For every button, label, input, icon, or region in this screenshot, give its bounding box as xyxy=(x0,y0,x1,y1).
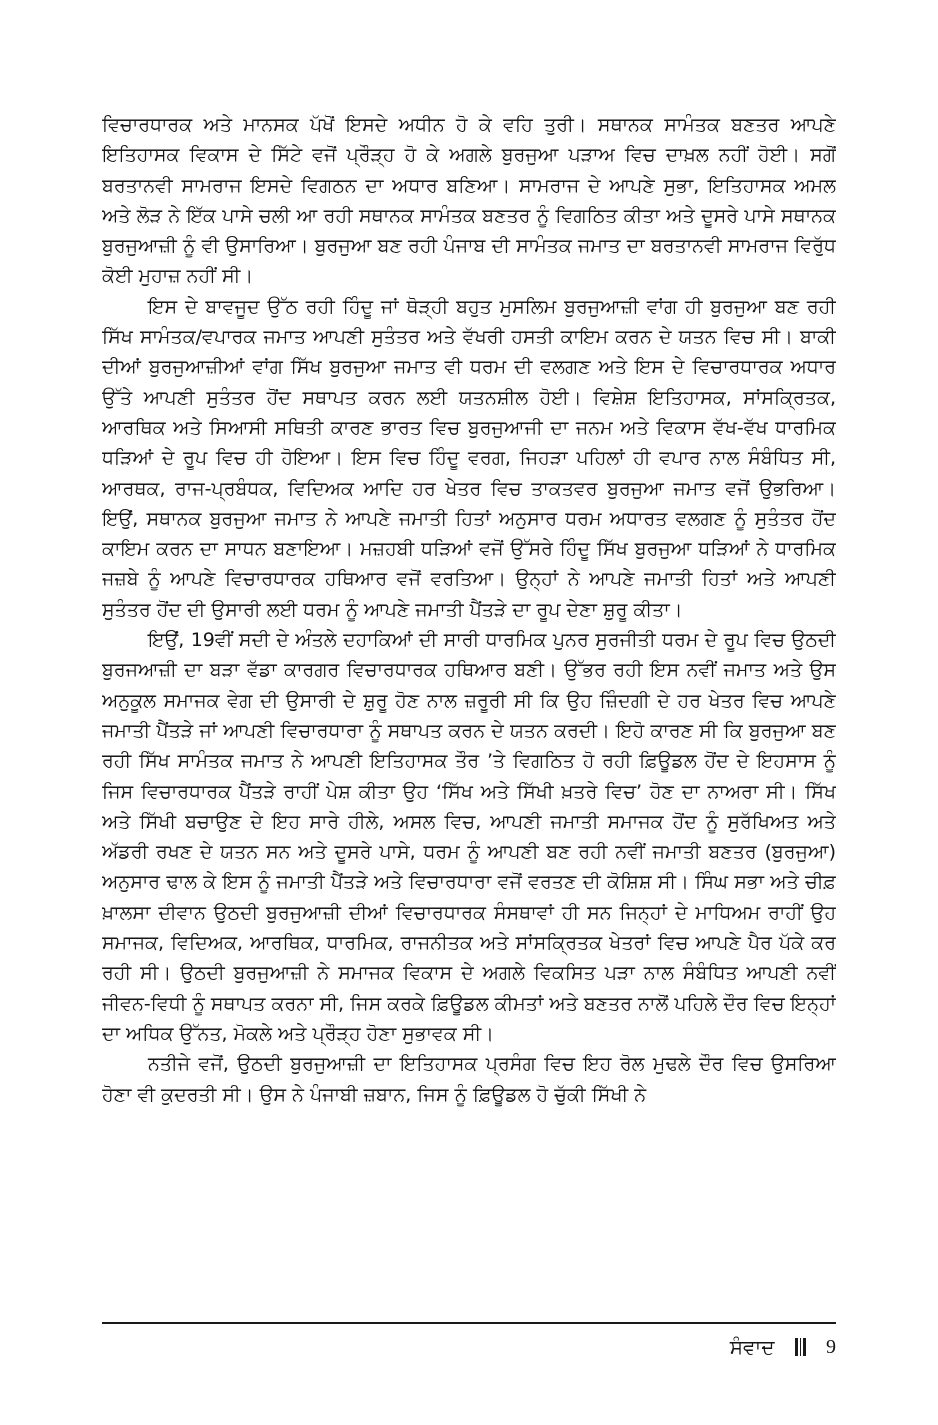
page-number: 9 xyxy=(826,1335,836,1358)
paragraph-3: ਇਉਂ, 19ਵੀਂ ਸਦੀ ਦੇ ਅੰਤਲੇ ਦਹਾਕਿਆਂ ਦੀ ਸਾਰੀ ਧਾਰਮਿਕ ਪੁਨਰ ਸੁਰਜੀਤੀ ਧਰਮ ਦੇ ਰੂਪ ਵਿਚ ਉਠਦੀ ਬੁਰਜਆਜ਼ੀ ਦਾ ਬੜਾ ਵੱਡਾ ਕਾਰਗਰ ਵਿਚਾਰਧਾਰਕ ਹਥਿਆਰ ਬਣੀ। ਉੱਭਰ ਰਹੀ ਇਸ ਨਵੀਂ ਜਮਾਤ ਅਤੇ ਉਸ ਅਨੁਕੂਲ ਸਮਾਜਕ ਵੇਗ ਦੀ ਉਸਾਰੀ ਦੇ ਸ਼ੁਰੂ ਹੋਣ ਨਾਲ ਜ਼ਰੂਰੀ ਸੀ ਕਿ ਉਹ ਜ਼ਿੰਦਗੀ ਦੇ ਹਰ ਖੇਤਰ ਵਿਚ ਆਪਣੇ ਜਮਾਤੀ ਪੈਂਤੜੇ ਜਾਂ ਆਪਣੀ ਵਿਚਾਰਧਾਰਾ ਨੂੰ ਸਥਾਪਤ ਕਰਨ ਦੇ ਯਤਨ ਕਰਦੀ। ਇਹੋ ਕਾਰਣ ਸੀ ਕਿ ਬੁਰਜੁਆ ਬਣ ਰਹੀ ਸਿੱਖ ਸਾਮੰਤਕ ਜਮਾਤ ਨੇ ਆਪਣੀ ਇਤਿਹਾਸਕ ਤੌਰ ’ਤੇ ਵਿਗਠਿਤ ਹੋ ਰਹੀ ਫ਼ਿਊਡਲ ਹੋਂਦ ਦੇ ਇਹਸਾਸ ਨੂੰ ਜਿਸ ਵਿਚਾਰਧਾਰਕ ਪੈਂਤੜੇ ਰਾਹੀਂ ਪੇਸ਼ ਕੀਤਾ ਉਹ ‘ਸਿੱਖ ਅਤੇ ਸਿੱਖੀ ਖ਼ਤਰੇ ਵਿਚ’ ਹੋਣ ਦਾ ਨਾਅਰਾ ਸੀ। ਸਿੱਖ ਅਤੇ ਸਿੱਖੀ ਬਚਾਉਣ ਦੇ ਇਹ ਸਾਰੇ ਹੀਲੇ, ਅਸਲ ਵਿਚ, ਆਪਣੀ ਜਮਾਤੀ ਸਮਾਜਕ ਹੋਂਦ ਨੂੰ ਸੁਰੱਖਿਅਤ ਅਤੇ ਅੱਡਰੀ ਰਖਣ ਦੇ ਯਤਨ ਸਨ ਅਤੇ ਦੂਸਰੇ ਪਾਸੇ, ਧਰਮ ਨੂੰ ਆਪਣੀ ਬਣ ਰਹੀ ਨਵੀਂ ਜਮਾਤੀ ਬਣਤਰ (ਬੁਰਜੁਆ) ਅਨੁਸਾਰ ਢਾਲ ਕੇ ਇਸ ਨੂੰ ਜਮਾਤੀ ਪੈਂਤੜੇ ਅਤੇ ਵਿਚਾਰਧਾਰਾ ਵਜੋਂ ਵਰਤਣ ਦੀ ਕੋਸ਼ਿਸ਼ ਸੀ। ਸਿੰਘ ਸਭਾ ਅਤੇ ਚੀਫ਼ ਖ਼ਾਲਸਾ ਦੀਵਾਨ ਉਠਦੀ ਬੁਰਜੁਆਜ਼ੀ ਦੀਆਂ ਵਿਚਾਰਧਾਰਕ ਸੰਸਥਾਵਾਂ ਹੀ ਸਨ ਜਿਨ੍ਹਾਂ ਦੇ ਮਾਧਿਅਮ ਰਾਹੀਂ ਉਹ ਸਮਾਜਕ, ਵਿਦਿਅਕ, ਆਰਥਿਕ, ਧਾਰਮਿਕ, ਰਾਜਨੀਤਕ ਅਤੇ ਸਾਂਸਕ੍ਰਿਤਕ ਖੇਤਰਾਂ ਵਿਚ ਆਪਣੇ ਪੈਰ ਪੱਕੇ ਕਰ ਰਹੀ ਸੀ। ਉਠਦੀ ਬੁਰਜੁਆਜ਼ੀ ਨੇ ਸਮਾਜਕ ਵਿਕਾਸ ਦੇ ਅਗਲੇ ਵਿਕਸਿਤ ਪੜਾ ਨਾਲ ਸੰਬੰਧਿਤ ਆਪਣੀ ਨਵੀਂ ਜੀਵਨ-ਵਿਧੀ ਨੂੰ ਸਥਾਪਤ ਕਰਨਾ ਸੀ, ਜਿਸ ਕਰਕੇ ਫ਼ਿਊਡਲ ਕੀਮਤਾਂ ਅਤੇ ਬਣਤਰ ਨਾਲੋਂ ਪਹਿਲੇ ਦੌਰ ਵਿਚ ਇਨ੍ਹਾਂ ਦਾ ਅਧਿਕ ਉੱਨਤ, ਮੋਕਲੇ ਅਤੇ ਪ੍ਰੌੜ੍ਹ ਹੋਣਾ ਸੁਭਾਵਕ ਸੀ। xyxy=(102,629,836,1045)
paragraph-2: ਇਸ ਦੇ ਬਾਵਜੂਦ ਉੱਠ ਰਹੀ ਹਿੰਦੂ ਜਾਂ ਥੋੜ੍ਹੀ ਬਹੁਤ ਮੁਸਲਿਮ ਬੁਰਜੁਆਜ਼ੀ ਵਾਂਗ ਹੀ ਬੁਰਜੁਆ ਬਣ ਰਹੀ ਸਿੱਖ ਸਾਮੰਤਕ/ਵਪਾਰਕ ਜਮਾਤ ਆਪਣੀ ਸੁਤੰਤਰ ਅਤੇ ਵੱਖਰੀ ਹਸਤੀ ਕਾਇਮ ਕਰਨ ਦੇ ਯਤਨ ਵਿਚ ਸੀ। ਬਾਕੀ ਦੀਆਂ ਬੁਰਜੁਆਜ਼ੀਆਂ ਵਾਂਗ ਸਿੱਖ ਬੁਰਜੁਆ ਜਮਾਤ ਵੀ ਧਰਮ ਦੀ ਵਲਗਣ ਅਤੇ ਇਸ ਦੇ ਵਿਚਾਰਧਾਰਕ ਅਧਾਰ ਉੱਤੇ ਆਪਣੀ ਸੁਤੰਤਰ ਹੋਂਦ ਸਥਾਪਤ ਕਰਨ ਲਈ ਯਤਨਸ਼ੀਲ ਹੋਈ। ਵਿਸ਼ੇਸ਼ ਇਤਿਹਾਸਕ, ਸਾਂਸਕ੍ਰਿਤਕ, ਆਰਥਿਕ ਅਤੇ ਸਿਆਸੀ ਸਥਿਤੀ ਕਾਰਣ ਭਾਰਤ ਵਿਚ ਬੁਰਜੁਆਜੀ ਦਾ ਜਨਮ ਅਤੇ ਵਿਕਾਸ ਵੱਖ-ਵੱਖ ਧਾਰਮਿਕ ਧੜਿਆਂ ਦੇ ਰੂਪ ਵਿਚ ਹੀ ਹੋਇਆ। ਇਸ ਵਿਚ ਹਿੰਦੂ ਵਰਗ, ਜਿਹੜਾ ਪਹਿਲਾਂ ਹੀ ਵਪਾਰ ਨਾਲ ਸੰਬੰਧਿਤ ਸੀ, ਆਰਥਕ, ਰਾਜ-ਪ੍ਰਬੰਧਕ, ਵਿਦਿਅਕ ਆਦਿ ਹਰ ਖੇਤਰ ਵਿਚ ਤਾਕਤਵਰ ਬੁਰਜੁਆ ਜਮਾਤ ਵਜੋਂ ਉਭਰਿਆ। ਇਉਂ, ਸਥਾਨਕ ਬੁਰਜੁਆ ਜਮਾਤ ਨੇ ਆਪਣੇ ਜਮਾਤੀ ਹਿਤਾਂ ਅਨੁਸਾਰ ਧਰਮ ਅਧਾਰਤ ਵਲਗਣ ਨੂੰ ਸੁਤੰਤਰ ਹੋਂਦ ਕਾਇਮ ਕਰਨ ਦਾ ਸਾਧਨ ਬਣਾਇਆ। ਮਜ਼ਹਬੀ ਧੜਿਆਂ ਵਜੋਂ ਉੱਸਰੇ ਹਿੰਦੂ ਸਿੱਖ ਬੁਰਜੁਆ ਧੜਿਆਂ ਨੇ ਧਾਰਮਿਕ ਜਜ਼ਬੇ ਨੂੰ ਆਪਣੇ ਵਿਚਾਰਧਾਰਕ ਹਥਿਆਰ ਵਜੋਂ ਵਰਤਿਆ। ਉਨ੍ਹਾਂ ਨੇ ਆਪਣੇ ਜਮਾਤੀ ਹਿਤਾਂ ਅਤੇ ਆਪਣੀ ਸੁਤੰਤਰ ਹੋਂਦ ਦੀ ਉਸਾਰੀ ਲਈ ਧਰਮ ਨੂੰ ਆਪਣੇ ਜਮਾਤੀ ਪੈਂਤੜੇ ਦਾ ਰੂਪ ਦੇਣਾ ਸ਼ੁਰੂ ਕੀਤਾ। xyxy=(102,295,836,621)
footer-divider xyxy=(102,1322,836,1324)
page-body xyxy=(102,110,836,1300)
footer-bar-mark-icon xyxy=(795,1338,807,1356)
journal-name: ਸੰਵਾਦ xyxy=(729,1335,775,1359)
page-footer xyxy=(730,1332,836,1362)
paragraph-4: ਨਤੀਜੇ ਵਜੋਂ, ਉਠਦੀ ਬੁਰਜੁਆਜ਼ੀ ਦਾ ਇਤਿਹਾਸਕ ਪ੍ਰਸੰਗ ਵਿਚ ਇਹ ਰੋਲ ਮੁਢਲੇ ਦੌਰ ਵਿਚ ਉਸਰਿਆ ਹੋਣਾ ਵੀ ਕੁਦਰਤੀ ਸੀ। ਉਸ ਨੇ ਪੰਜਾਬੀ ਜ਼ਬਾਨ, ਜਿਸ ਨੂੰ ਫ਼ਿਊਡਲ ਹੋ ਚੁੱਕੀ ਸਿੱਖੀ ਨੇ xyxy=(102,1053,836,1106)
paragraph-1: ਵਿਚਾਰਧਾਰਕ ਅਤੇ ਮਾਨਸਕ ਪੱਖੋਂ ਇਸਦੇ ਅਧੀਨ ਹੋ ਕੇ ਵਹਿ ਤੁਰੀ। ਸਥਾਨਕ ਸਾਮੰਤਕ ਬਣਤਰ ਆਪਣੇ ਇਤਿਹਾਸਕ ਵਿਕਾਸ ਦੇ ਸਿੱਟੇ ਵਜੋਂ ਪ੍ਰੌੜ੍ਹ ਹੋ ਕੇ ਅਗਲੇ ਬੁਰਜੁਆ ਪੜਾਅ ਵਿਚ ਦਾਖ਼ਲ ਨਹੀਂ ਹੋਈ। ਸਗੋਂ ਬਰਤਾਨਵੀ ਸਾਮਰਾਜ ਇਸਦੇ ਵਿਗਠਨ ਦਾ ਅਧਾਰ ਬਣਿਆ। ਸਾਮਰਾਜ ਦੇ ਆਪਣੇ ਸੁਭਾ, ਇਤਿਹਾਸਕ ਅਮਲ ਅਤੇ ਲੋੜ ਨੇ ਇੱਕ ਪਾਸੇ ਚਲੀ ਆ ਰਹੀ ਸਥਾਨਕ ਸਾਮੰਤਕ ਬਣਤਰ ਨੂੰ ਵਿਗਠਿਤ ਕੀਤਾ ਅਤੇ ਦੂਸਰੇ ਪਾਸੇ ਸਥਾਨਕ ਬੁਰਜੁਆਜ਼ੀ ਨੂੰ ਵੀ ਉਸਾਰਿਆ। ਬੁਰਜੁਆ ਬਣ ਰਹੀ ਪੰਜਾਬ ਦੀ ਸਾਮੰਤਕ ਜਮਾਤ ਦਾ ਬਰਤਾਨਵੀ ਸਾਮਰਾਜ ਵਿਰੁੱਧ ਕੋਈ ਮੁਹਾਜ਼ ਨਹੀਂ ਸੀ। xyxy=(102,114,836,288)
